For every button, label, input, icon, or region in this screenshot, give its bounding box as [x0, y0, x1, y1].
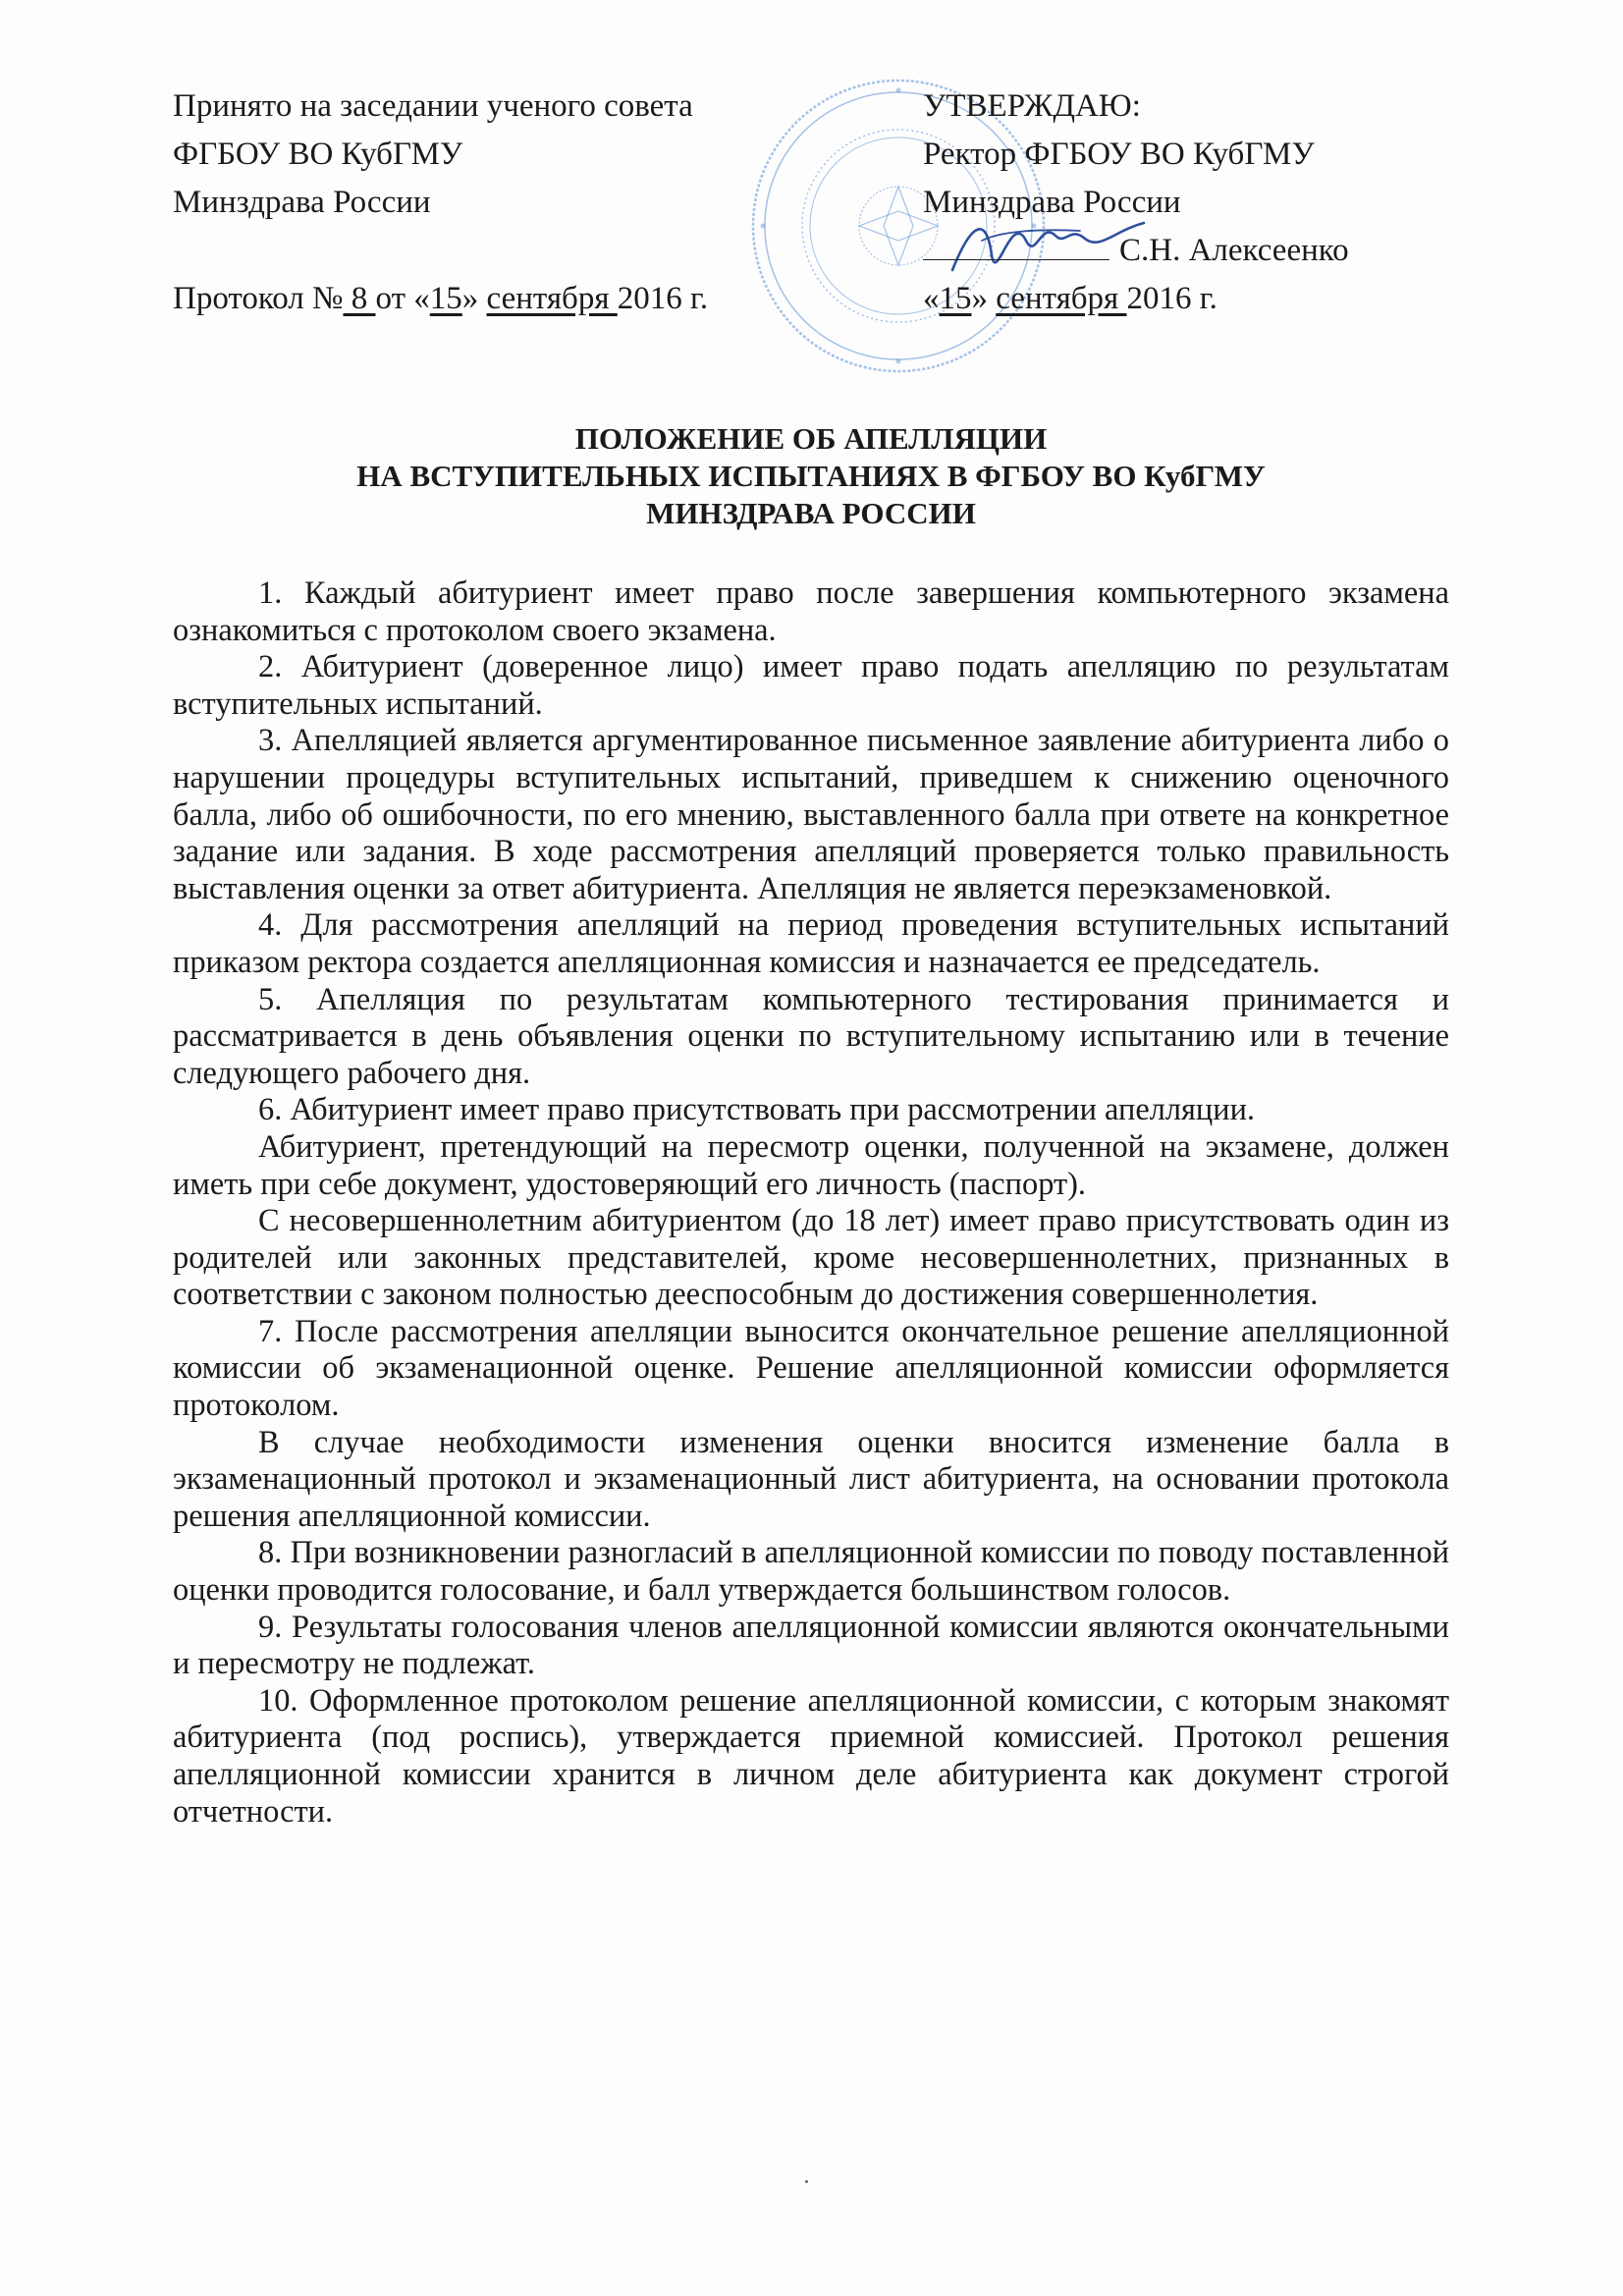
signer-line — [923, 227, 1512, 275]
paragraph-9: 9. Результаты голосования членов апелляционной комиссии являются окончательными и пересмотру не подлежат. — [173, 1609, 1449, 1682]
signature-blank — [923, 230, 1109, 260]
paragraph-1: 1. Каждый абитуриент имеет право после завершения компьютерного экзамена ознакомиться с протоколом своего экзамена. — [173, 575, 1449, 648]
paragraph-10: 10. Оформленное протоколом решение апелляционной комиссии, с которым знакомят абитуриента (под роспись), утверждается приемной комиссией. Протокол решения апелляционной комиссии хранится в личном деле абитуриента как документ строгой отчетности. — [173, 1682, 1449, 1830]
paragraph-4: 4. Для рассмотрения апелляций на период проведения вступительных испытаний приказом ректора создается апелляционная комиссия и назначается ее председатель. — [173, 907, 1449, 980]
approve-heading: УТВЕРЖДАЮ: — [923, 88, 1141, 124]
protocol-line — [173, 275, 880, 323]
document-body — [173, 575, 1449, 1831]
title-line-3: МИНЗДРАВА РОССИИ — [646, 496, 976, 530]
approval-date-line — [923, 275, 1512, 323]
protocol-day: 15 — [429, 281, 462, 316]
university-line: ФГБОУ ВО КубГМУ — [173, 137, 463, 172]
protocol-month-open: » — [461, 281, 487, 316]
rector-line: Ректор ФГБОУ ВО КубГМУ — [923, 137, 1315, 172]
paragraph-7a: В случае необходимости изменения оценки вносится изменение балла в экзаменационный протокол и экзаменационный лист абитуриента, на основании протокола решения апелляционной комиссии. — [173, 1424, 1449, 1534]
date-month: сентября — [996, 281, 1127, 316]
date-year: 2016 г. — [1126, 281, 1217, 316]
paragraph-5: 5. Апелляция по результатам компьютерного тестирования принимается и рассматривается в день объявления оценки по вступительному испытанию или в течение следующего рабочего дня. — [173, 981, 1449, 1091]
council-acceptance-block — [173, 82, 880, 323]
paragraph-6: 6. Абитуриент имеет право присутствовать при рассмотрении апелляции. — [258, 1092, 1256, 1128]
ministry-line: Минздрава России — [173, 185, 431, 220]
date-open: « — [923, 281, 940, 316]
paragraph-6b: С несовершеннолетним абитуриентом (до 18 лет) имеет право присутствовать один из родителей или законных представителей, кроме несовершеннолетних, признанных в соответствии с законом полностью дееспособным до достижения совершеннолетия. — [173, 1203, 1449, 1313]
paragraph-8: 8. При возникновении разногласий в апелляционной комиссии по поводу поставленной оценки проводится голосование, и балл утверждается большинством голосов. — [173, 1535, 1449, 1609]
document-title — [173, 420, 1449, 532]
signer-name: С.Н. Алексеенко — [1119, 233, 1349, 268]
paragraph-6a: Абитуриент, претендующий на пересмотр оценки, полученной на экзамене, должен иметь при себе документ, удостоверяющий его личность (паспорт). — [173, 1128, 1449, 1202]
paragraph-3: 3. Апелляцией является аргументированное письменное заявление абитуриента либо о нарушении процедуры вступительных испытаний, приведшем к снижению оценочного балла, либо об ошибочности, по его мнению, выставленного балла при ответе на конкретное задание или задания. В ходе рассмотрения апелляций проверяется только правильность выставления оценки за ответ абитуриента. Апелляция не является переэкзаменовкой. — [173, 723, 1449, 906]
paragraph-7: 7. После рассмотрения апелляции выносится окончательное решение апелляционной комиссии об экзаменационной оценке. Решение апелляционной комиссии оформляется протоколом. — [173, 1313, 1449, 1424]
paragraph-2: 2. Абитуриент (доверенное лицо) имеет право подать апелляцию по результатам вступительных испытаний. — [173, 649, 1449, 722]
title-line-1: ПОЛОЖЕНИЕ ОБ АПЕЛЛЯЦИИ — [574, 421, 1048, 456]
council-line: Принято на заседании ученого совета — [173, 88, 693, 124]
protocol-from: от « — [375, 281, 430, 316]
protocol-prefix: Протокол № — [173, 281, 344, 316]
approval-block — [923, 82, 1512, 323]
ministry-line: Минздрава России — [923, 185, 1181, 220]
title-line-2: НА ВСТУПИТЕЛЬНЫХ ИСПЫТАНИЯХ В ФГБОУ ВО КубГМУ — [356, 459, 1266, 493]
protocol-year: 2016 г. — [617, 281, 709, 316]
protocol-month: сентября — [486, 281, 618, 316]
date-day: 15 — [939, 281, 972, 316]
date-month-open: » — [971, 281, 997, 316]
protocol-number: 8 — [343, 281, 376, 316]
scan-speck — [805, 2180, 808, 2183]
